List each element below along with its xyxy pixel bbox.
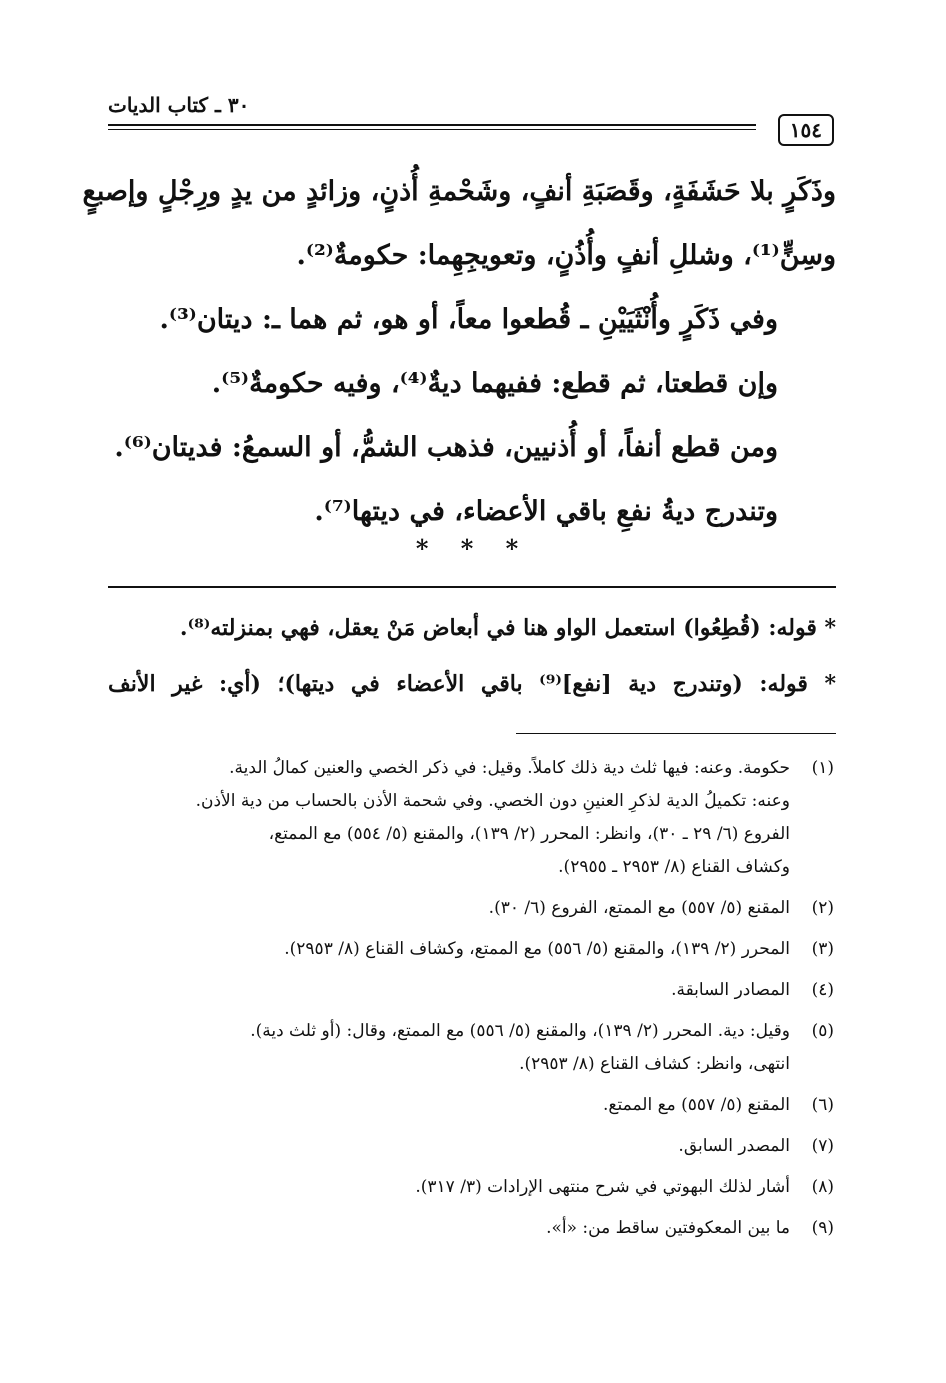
footnote-line: انتهى، وانظر: كشاف القناع (٨/ ٢٩٥٣).: [519, 1054, 790, 1074]
commentary: [108, 600, 836, 712]
main-line: وذَكَرٍ بلا حَشَفَةٍ، وقَصَبَةِ أنفٍ، وشَحْمةِ أُذنٍ، وزائدٍ من يدٍ ورِجْلٍ وإصبعٍ: [82, 176, 836, 207]
footnote-line: المصدر السابق.: [678, 1136, 790, 1156]
footnote-number: (٨): [811, 1177, 834, 1197]
footnote: [108, 752, 834, 884]
footnote-number: (٥): [811, 1021, 834, 1041]
main-line: ومن قطع أنفاً، أو أُذنيين، فذهب الشمُّ، أو السمعُ: فديتان⁽⁶⁾.: [114, 432, 778, 463]
running-title: ٣٠ ـ كتاب الديات: [108, 92, 255, 118]
footnotes: [108, 752, 834, 1253]
footnote-number: (٢): [811, 898, 834, 918]
footnote-number: (٣): [811, 939, 834, 959]
section-separator: * * *: [415, 534, 531, 563]
footnote-line: حكومة. وعنه: فيها ثلث دية ذلك كاملاً. وقيل: في ذكر الخصي والعنين كمالُ الدية.: [229, 758, 790, 778]
main-text: [82, 160, 836, 544]
footnote-line: ما بين المعكوفتين ساقط من: «أ».: [546, 1218, 790, 1238]
footnote-rule: [516, 733, 836, 734]
footnote: [108, 1212, 834, 1245]
commentary-line: * قوله: (قُطِعُوا) استعمل الواو هنا في أبعاض مَنْ يعقل، فهي بمنزلته⁽⁸⁾.: [179, 615, 836, 641]
page-number: ١٥٤: [778, 114, 834, 146]
header-rule: [108, 124, 756, 130]
page-header: [108, 92, 834, 142]
footnote: [108, 1171, 834, 1204]
footnote-line: وعنه: تكميلُ الدية لذكرِ العنينِ دون الخصي. وفي شحمة الأذن بالحساب من دية الأذن.: [195, 791, 790, 811]
commentary-line: * قوله: (وتندرج دية [نفع]⁽⁹⁾ باقي الأعضاء في ديتها)؛ (أي: غير الأنف: [108, 671, 837, 697]
footnote: [108, 974, 834, 1007]
footnote-line: أشار لذلك البهوتي في شرح منتهى الإرادات (٣/ ٣١٧).: [415, 1177, 790, 1197]
footnote-number: (٩): [811, 1218, 834, 1238]
main-line: وفي ذَكَرٍ وأُنْثَيَيْنِ ـ قُطعوا معاً، أو هو، ثم هما ـ: ديتان⁽³⁾.: [159, 304, 778, 335]
footnote: [108, 933, 834, 966]
main-line: وإن قطعتا، ثم قطع: ففيهما ديةٌ⁽⁴⁾، وفيه حكومةٌ⁽⁵⁾.: [211, 368, 778, 399]
footnote: [108, 1015, 834, 1081]
footnote-line: المحرر (٢/ ١٣٩)، والمقنع (٥/ ٥٥٦) مع الممتع، وكشاف القناع (٨/ ٢٩٥٣).: [284, 939, 790, 959]
footnote: [108, 892, 834, 925]
footnote: [108, 1130, 834, 1163]
main-line: وتندرج ديةُ نفعِ باقي الأعضاء، في ديتها⁽⁷⁾.: [314, 496, 778, 527]
footnote-number: (١): [811, 758, 834, 778]
footnote-line: الفروع (٦/ ٢٩ ـ ٣٠)، وانظر: المحرر (٢/ ١٣٩)، والمقنع (٥/ ٥٥٤) مع الممتع،: [268, 824, 790, 844]
footnote-line: المقنع (٥/ ٥٥٧) مع الممتع، الفروع (٦/ ٣٠).: [488, 898, 790, 918]
footnote-line: وكشاف القناع (٨/ ٢٩٥٣ ـ ٢٩٥٥).: [558, 857, 790, 877]
footnote: [108, 1089, 834, 1122]
footnote-number: (٦): [811, 1095, 834, 1115]
footnote-number: (٤): [811, 980, 834, 1000]
footnote-line: وقيل: دية. المحرر (٢/ ١٣٩)، والمقنع (٥/ ٥٥٦) مع الممتع، وقال: (أو ثلث دية).: [250, 1021, 790, 1041]
commentary-rule: [108, 586, 836, 588]
footnote-line: المقنع (٥/ ٥٥٧) مع الممتع.: [603, 1095, 790, 1115]
footnote-line: المصادر السابقة.: [671, 980, 790, 1000]
footnote-number: (٧): [811, 1136, 834, 1156]
main-line: وسِنٍّ⁽¹⁾، وشللِ أنفٍ وأُذُنٍ، وتعويجِهِما: حكومةٌ⁽²⁾.: [296, 240, 836, 271]
